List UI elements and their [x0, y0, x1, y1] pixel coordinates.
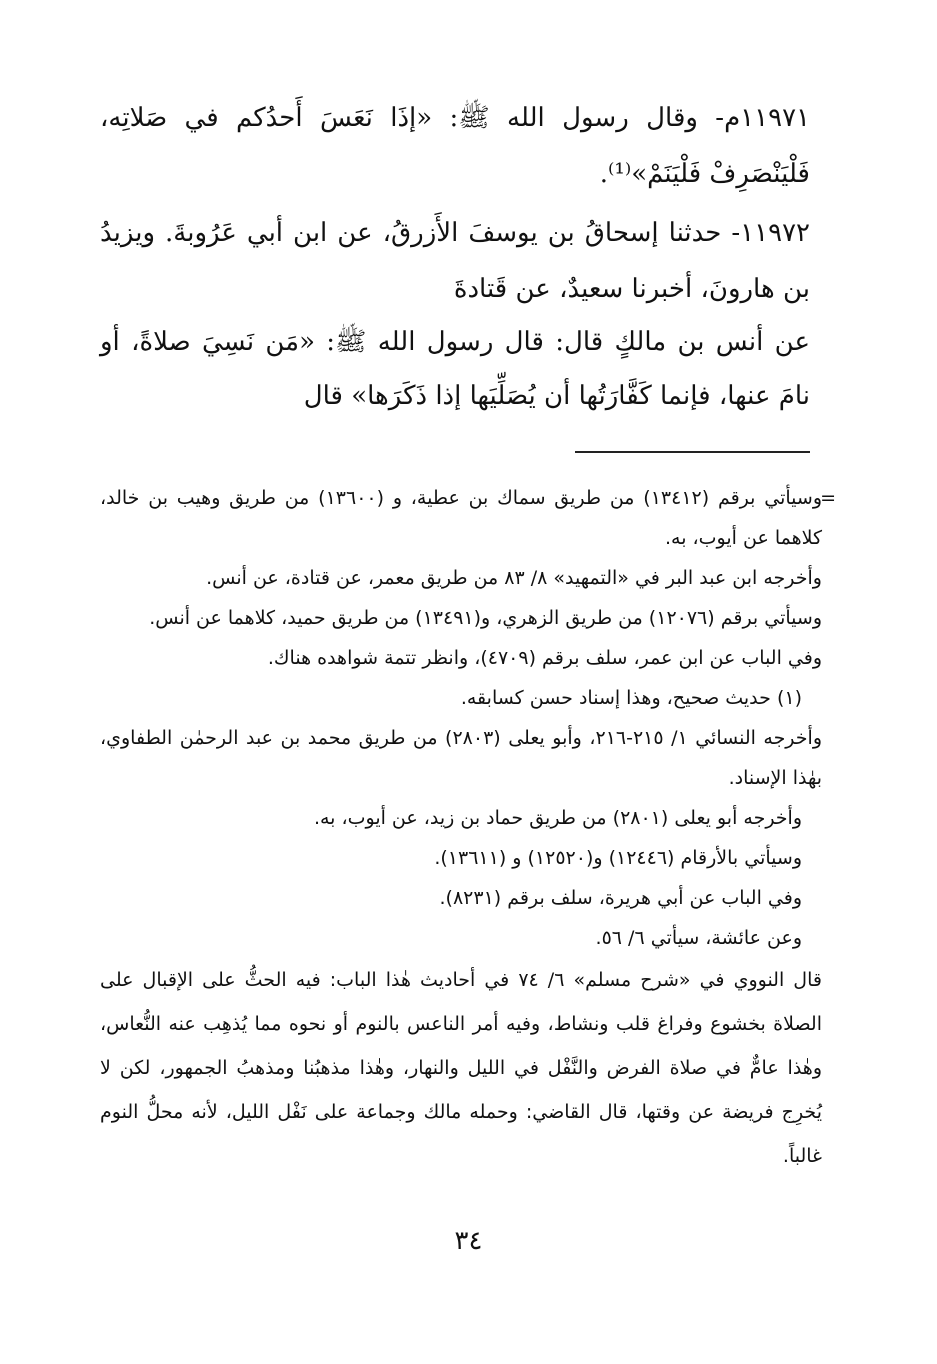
- footnote-line: وفي الباب عن ابن عمر، سلف برقم (٤٧٠٩)، وانظر تتمة شواهده هناك.: [267, 647, 822, 669]
- footnote-line: وأخرجه النسائي ١/ ٢١٥-٢١٦، وأبو يعلى (٢٨٠٣) من طريق محمد بن عبد الرحمٰن الطفاوي، بهٰذا الإسناد.: [100, 727, 822, 789]
- page-number: ٣٤: [454, 1226, 483, 1256]
- footnotes-section: [100, 478, 836, 1178]
- footnote-separator: [575, 451, 810, 453]
- footnote-1: (١) حديث صحيح، وهذا إسناد حسن كسابقه.: [460, 687, 802, 709]
- footnote-line: [100, 478, 836, 558]
- footnote-line: وسيأتي برقم (١٢٠٧٦) من طريق الزهري، و(١٣٤٩١) من طريق حميد، كلاهما عن أنس.: [149, 607, 822, 629]
- footnote-line: وأخرجه ابن عبد البر في «التمهيد» ٨/ ٨٣ من طريق معمر، عن قتادة، عن أنس.: [206, 567, 822, 589]
- hadith-paragraph-11972-text: عن أنس بن مالكٍ قال: قال رسول الله ﷺ: «مَن نَسِيَ صلاةً، أو نامَ عنها، فإنما كَفَّارَتُها أن يُصَلِّيَها إذا ذَكَرَها» قال: [100, 327, 810, 411]
- footnote-line: وعن عائشة، سيأتي ٦/ ٥٦.: [595, 927, 802, 949]
- continuation-mark: =: [820, 487, 836, 509]
- footnote-line: وفي الباب عن أبي هريرة، سلف برقم (٨٢٣١).: [439, 887, 802, 909]
- hadith-paragraph-11971: ١١٩٧١م- وقال رسول الله ﷺ: «إذَا نَعَسَ أَحدُكم في صَلاتِه، فَلْيَنْصَرِفْ فَلْيَنَمْ»⁽¹⁾.: [100, 103, 810, 189]
- hadith-paragraph-11972: ١١٩٧٢- حدثنا إسحاقُ بن يوسفَ الأَزرقُ، عن ابن أبي عَرُوبةَ. ويزيدُ بن هارونَ، أخبرنا سعيدٌ، عن قَتادةَ: [100, 218, 810, 304]
- footnote-line: وأخرجه أبو يعلى (٢٨٠١) من طريق حماد بن زيد، عن أيوب، به.: [313, 807, 802, 829]
- nawawi-commentary: قال النووي في «شرح مسلم» ٦/ ٧٤ في أحاديث هٰذا الباب: فيه الحثُّ على الإقبال على الصلاة بخشوع وفراغ قلب ونشاط، وفيه أمر الناعس بالنوم أو نحوه مما يُذهِب عنه النُّعاس، وهٰذا عامٌّ في صلاة الفرض والنَّفْل في الليل والنهار، وهٰذا مذهبُنا ومذهبُ الجمهور، لكن لا يُخرِج فريضة عن وقتها، قال القاضي: وحمله مالك وجماعة على نَفْل الليل، لأنه محلُّ النوم غالباً.: [100, 969, 822, 1167]
- footnote-text: وسيأتي برقم (١٣٤١٢) من طريق سماك بن عطية، و (١٣٦٠٠) من طريق وهيب بن خالد، كلاهما عن أيوب، به.: [100, 487, 822, 549]
- footnote-line: وسيأتي بالأرقام (١٢٤٤٦) و(١٢٥٢٠) و (١٣٦١١).: [434, 847, 802, 869]
